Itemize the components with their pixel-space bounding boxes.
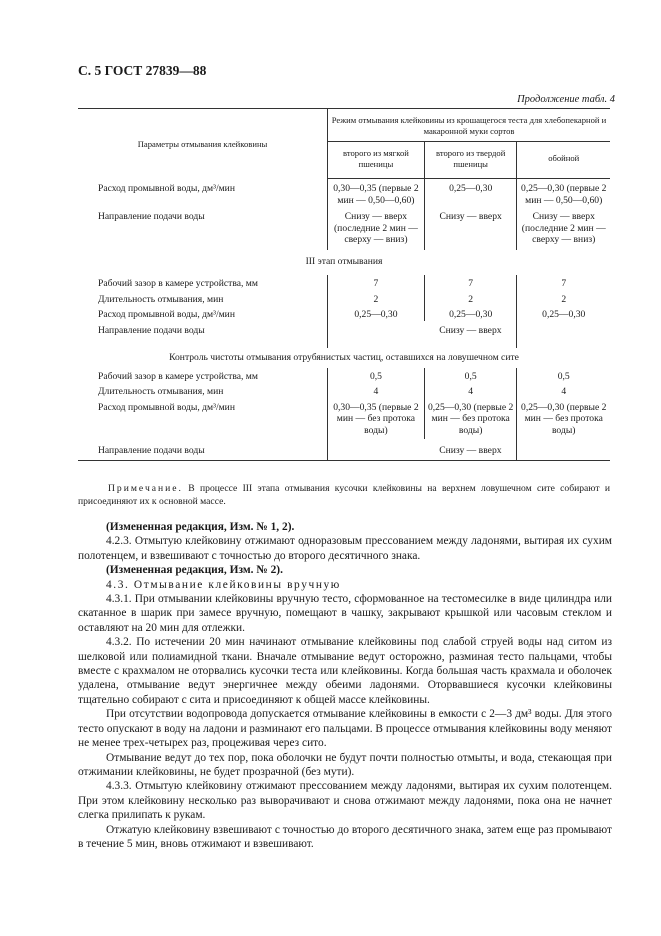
table-row: [78, 439, 610, 460]
value-cell: 0,25—0,30 (первые 2 мин — без протока воды): [424, 398, 517, 440]
table-row: [78, 382, 610, 398]
table-row: [78, 179, 610, 207]
paragraph: При отсутствии водопровода допускается отмывание клейковины в емкости с 2—3 дм³ воды. Для этого тесто опускают в воду на ладони и разминают его пальцами. В процессе отмывания клейковины воду меняют не менее трех-четырех раз, процеживая через сито.: [78, 708, 612, 750]
note-text: В процессе III этапа отмывания кусочки клейковины на верхнем ловушечном сите собирают и присоединяют их к основной массе.: [78, 483, 610, 507]
paragraph: 4.3.3. Отмытую клейковину отжимают прессованием между ладонями, вытирая их сухим полотенцем. При этом клейковину несколько раз выворачивают и снова отжимают между ладонями, пока она не начнет слегка прилипать к рукам.: [78, 780, 612, 822]
value-cell: 4: [328, 382, 425, 398]
paragraph: (Измененная редакция, Изм. № 2).: [106, 564, 283, 577]
section-heading: 4.3. Отмывание клейковины вручную: [106, 578, 341, 591]
paragraph: (Измененная редакция, Изм. № 1, 2).: [106, 521, 295, 533]
page-header: С. 5 ГОСТ 27839—88: [78, 63, 207, 78]
value-cell: 0,5: [328, 368, 425, 383]
value-cell: 7: [517, 275, 610, 290]
table-row: [78, 305, 610, 321]
value-cell: 4: [517, 382, 610, 398]
value-cell: 0,5: [424, 368, 517, 383]
col1-header: Параметры отмывания клейковины: [78, 109, 328, 179]
value-cell: 7: [424, 275, 517, 290]
value-cell: 0,30—0,35 (первые 2 мин — без протока воды): [328, 398, 425, 440]
param-cell: Длительность отмывания, мин: [98, 293, 224, 305]
table-row: [78, 321, 610, 349]
param-cell: Направление подачи воды: [98, 324, 205, 336]
param-cell: Расход промывной воды, дм³/мин: [98, 309, 235, 320]
value-cell: 0,25—0,30: [517, 305, 610, 321]
table-row: [78, 206, 610, 250]
value-cell: 0,25—0,30: [424, 179, 517, 207]
paragraph: 4.3.2. По истечении 20 мин начинают отмывание клейковины под слабой струей воды над ситом из шелковой или полиамидной ткани. Вначале отмывание ведут осторожно, разминая тесто пальцами, чтобы вместе с крахмалом не оторвались кусочки теста или клейковины. Когда большая часть крахмала и оболочек удалена, отмывание ведут энергичнее между обеими ладонями. Оторвавшиеся кусочки клейковины тщательно собирают с сита и присоединяют к общей массе клейковины.: [78, 636, 612, 706]
param-cell: Направление подачи воды: [78, 439, 328, 460]
group-header: Режим отмывания клейковины из крошащегося теста для хлебопекарной и макаронной муки сортов: [328, 109, 610, 142]
paragraph: Отмывание ведут до тех пор, пока оболочки не будут почти полностью отмыты, и вода, стекающая при отжимании клейковины, не будет прозрачной (без мути).: [78, 751, 612, 778]
value-cell: 0,25—0,30 (первые 2 мин — без протока воды): [517, 398, 610, 440]
table-row: [78, 290, 610, 306]
param-cell: Рабочий зазор в камере устройства, мм: [98, 370, 258, 382]
value-cell: 2: [424, 290, 517, 306]
washing-parameters-table: [78, 108, 610, 461]
param-cell: Расход промывной воды, дм³/мин: [98, 182, 235, 194]
param-cell: Длительность отмывания, мин: [98, 386, 224, 397]
value-cell: 2: [517, 290, 610, 306]
param-cell: Рабочий зазор в камере устройства, мм: [98, 278, 258, 289]
section-title-stage3: III этап отмывания: [305, 255, 383, 267]
col-header-soft: второго из мягкой пшеницы: [328, 142, 425, 179]
value-cell: 7: [328, 275, 425, 290]
value-cell: Снизу — вверх (последние 2 мин — сверху — вниз): [328, 206, 425, 250]
paragraph: 4.3.1. При отмывании клейковины вручную тесто, сформованное на тестомесилке в виде цилиндра или скатанное в шарик при замесе вручную, помещают в чашку, закрывают крышкой или часовым стеклом и оставляют на 20 мин для отлежки.: [78, 593, 612, 634]
param-cell: Направление подачи воды: [98, 211, 205, 222]
value-cell: Снизу — вверх: [439, 324, 502, 336]
table-continuation-label: Продолжение табл. 4: [517, 94, 615, 105]
value-cell: Снизу — вверх (последние 2 мин — сверху — вниз): [517, 206, 610, 250]
value-cell: 2: [328, 290, 425, 306]
value-cell: 0,25—0,30 (первые 2 мин — 0,50—0,60): [517, 179, 610, 207]
value-cell: 0,5: [517, 368, 610, 383]
table-row: [78, 275, 610, 290]
paragraph: 4.2.3. Отмытую клейковину отжимают одноразовым прессованием между ладонями, вытирая их сухим полотенцем, и взвешивают с точностью до второго десятичного знака.: [78, 535, 612, 562]
paragraph: Отжатую клейковину взвешивают с точностью до второго десятичного знака, затем еще раз промывают в течение 5 мин, вновь отжимают и взвешивают.: [78, 823, 612, 850]
value-cell: 0,30—0,35 (первые 2 мин — 0,50—0,60): [328, 179, 425, 207]
section-title-control: Контроль чистоты отмывания отрубянистых частиц, оставшихся на ловушечном сите: [169, 352, 519, 363]
note-label: Примечание.: [108, 483, 183, 494]
body-text: [78, 520, 612, 851]
table-note: [78, 482, 610, 508]
param-cell: Расход промывной воды, дм³/мин: [98, 401, 235, 413]
col-header-wholegrain: обойной: [517, 142, 610, 179]
value-cell: 4: [424, 382, 517, 398]
value-cell: 0,25—0,30: [424, 305, 517, 321]
value-cell: 0,25—0,30: [328, 305, 425, 321]
table-row: [78, 398, 610, 440]
value-cell: Снизу — вверх: [424, 206, 517, 250]
value-cell: Снизу — вверх: [424, 439, 517, 460]
table-row: [78, 368, 610, 383]
col-header-hard: второго из твердой пшеницы: [424, 142, 517, 179]
